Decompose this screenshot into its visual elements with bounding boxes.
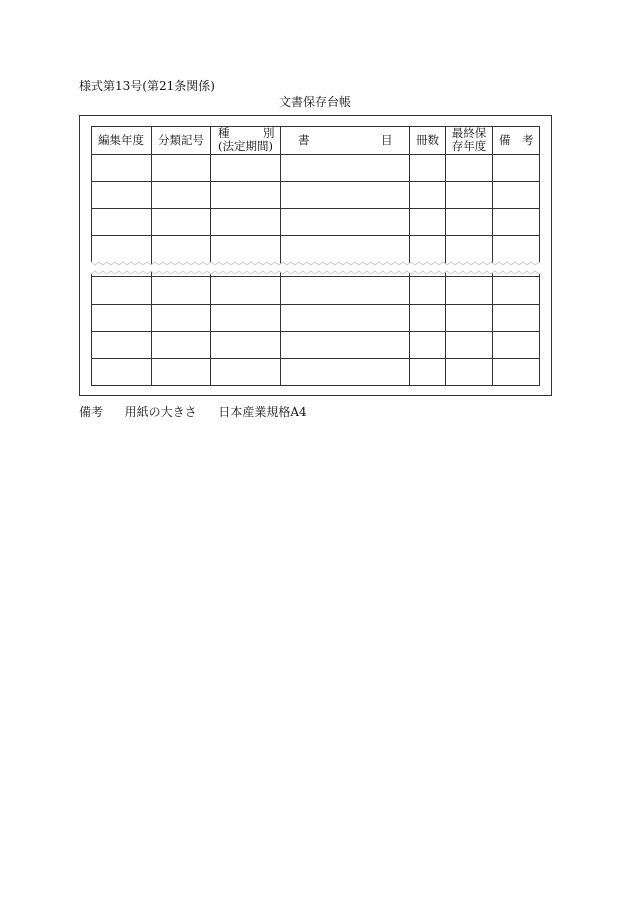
table-grid-lines [91, 126, 540, 386]
record-table [91, 126, 540, 386]
document-title: 文書保存台帳 [278, 95, 351, 109]
header-legal-period: (法定期間) [218, 139, 273, 153]
table-break-mark [91, 262, 540, 274]
footer-note [79, 404, 307, 420]
header-type-left: 種 [218, 126, 230, 140]
form-number-label: 様式第13号(第21条関係) [79, 79, 215, 93]
header-volumes: 冊数 [416, 133, 439, 147]
header-type-right: 別 [263, 126, 275, 140]
header-remarks-right: 考 [522, 133, 534, 147]
header-title-left: 書 [298, 133, 310, 147]
header-title-right: 目 [381, 133, 393, 147]
header-retention-line1: 最終保 [451, 126, 487, 140]
footer-paper-size: 用紙の大きさ [124, 405, 197, 419]
header-class-code: 分類記号 [158, 133, 204, 147]
header-retention-line2: 存年度 [451, 139, 487, 153]
table-border [92, 127, 540, 386]
header-edit-year: 編集年度 [98, 133, 144, 147]
header-remarks-left: 備 [499, 133, 511, 147]
footer-standard: 日本産業規格A4 [218, 405, 307, 419]
footer-label: 備考 [79, 405, 104, 419]
